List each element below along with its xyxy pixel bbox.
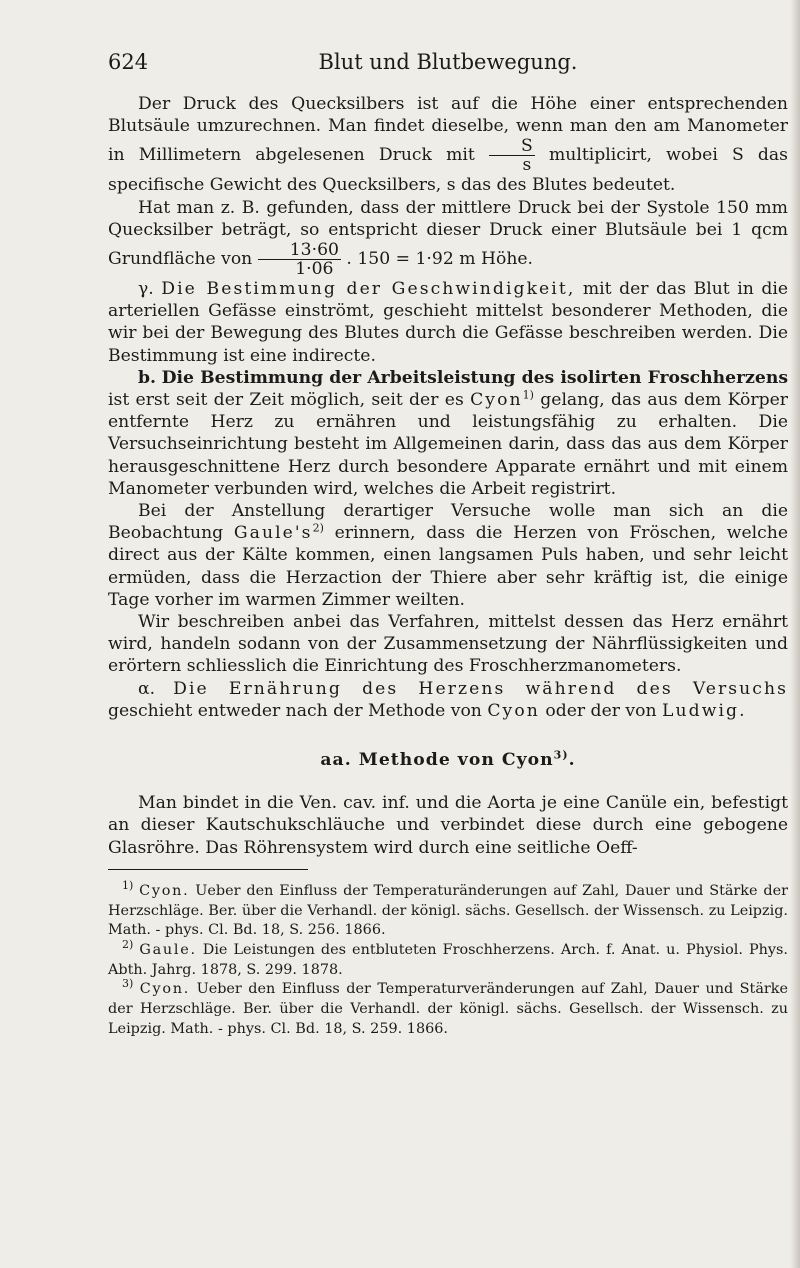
- paragraph-text: . 150 = 1·92 m Höhe.: [346, 249, 534, 270]
- paragraph-text: Wir beschreiben anbei das Verfahren, mittelst dessen das Herz ernährt wird, handeln sodann von der Zusammensetzung der Nährflüssigkeiten und erörtern schliesslich die Einrichtung des Froschherzmanometers.: [108, 612, 788, 677]
- paragraph-nutrition: [108, 678, 788, 722]
- footnote-text: Die Leistungen des entbluteten Froschherzens. Arch. f. Anat. u. Physiol. Phys. Abth. Jahrg. 1878, S. 299. 1878.: [108, 942, 789, 978]
- spaced-lead: Die Ernährung des Herzens während des Versuchs: [173, 678, 788, 699]
- section-heading: [108, 749, 788, 771]
- paragraph-text: geschieht entweder nach der Methode von: [108, 700, 482, 721]
- author-name: Cyon: [487, 700, 540, 721]
- fraction-numerator: 13·60: [258, 241, 341, 260]
- paragraph-text: Man bindet in die Ven. cav. inf. und die Aorta je eine Canüle ein, befestigt an dieser Kautschukschläuche und verbindet diese durch eine gebogene Glasröhre. Das Röhrensystem wird durch eine seitliche Oeff-: [108, 793, 788, 858]
- paragraph-procedure: [108, 611, 788, 678]
- section-marker: b.: [138, 367, 157, 388]
- page-header: [108, 50, 788, 80]
- fraction-denominator: 1·06: [295, 259, 334, 280]
- paragraph-text: multiplicirt, wobei S das specifische Gewicht des Quecksilbers, s das des Blutes bedeutet.: [108, 145, 789, 196]
- section-marker: α.: [138, 678, 156, 699]
- footnote-2: [108, 938, 789, 980]
- footnote-ref[interactable]: 3): [553, 748, 569, 762]
- footnote-author: Cyon.: [139, 882, 190, 899]
- footnote-3: [108, 977, 789, 1039]
- paragraph-text: Hat man z. B. gefunden, dass der mittlere Druck bei der Systole 150 mm Quecksilber beträgt, so entspricht dieser Druck einer Blutsäule bei 1 qcm Grundfläche von: [108, 197, 788, 270]
- fraction-density-ratio: [258, 241, 341, 278]
- main-text: [108, 93, 788, 1040]
- footnote-author: Gaule.: [139, 942, 197, 958]
- footnote-mark: 1): [122, 879, 134, 893]
- footnote-divider: [108, 869, 308, 870]
- footnote-author: Cyon.: [139, 981, 191, 998]
- paragraph-frog-heart: [108, 367, 788, 500]
- author-name: Cyon: [470, 390, 523, 411]
- author-name: Gaule's: [233, 523, 313, 544]
- page-number: 624: [108, 50, 149, 74]
- author-name: Ludwig.: [662, 700, 747, 721]
- fraction-denominator: s: [522, 155, 532, 176]
- paragraph-cannula: [108, 792, 788, 859]
- footnote-ref[interactable]: 1): [522, 388, 534, 402]
- footnote-ref[interactable]: 2): [312, 521, 324, 535]
- footnote-text: Ueber den Einfluss der Temperaturveränderungen auf Zahl, Dauer und Stärke der Herzschläge. Ber. über die Verhandl. der königl. sächs. Gesellsch. der Wissensch. zu Leipzig. Math. - phys. Cl. Bd. 18, S. 259. 1866.: [108, 981, 789, 1037]
- paragraph-text: Der Druck des Quecksilbers ist auf die Höhe einer entsprechenden Blutsäule umzurechnen. Man findet dieselbe, wenn man den am Manometer in Millimetern abgelesenen Druck mit: [108, 94, 788, 166]
- paragraph-text: Bei der Anstellung derartiger Versuche wolle man sich an die Beobachtung: [108, 501, 788, 544]
- footnote-1: [108, 879, 788, 941]
- running-title: Blut und Blutbewegung.: [318, 50, 578, 74]
- paragraph-example: [108, 197, 788, 278]
- footnote-text: Ueber den Einfluss der Temperaturänderungen auf Zahl, Dauer und Stärke der Herzschläge. Ber. über die Verhandl. der königl. sächs. Gesellsch. der Wissensch. zu Leipzig. Math. - phys. Cl. Bd. 18, S. 256. 1866.: [108, 882, 788, 939]
- paragraph-velocity: [108, 278, 788, 367]
- paragraph-text: erinnern, dass die Herzen von Fröschen, welche direct aus der Kälte kommen, einen langsamen Puls haben, und sehr leicht ermüden, dass die Herzaction der Thiere aber sehr kräftig ist, die einige Tage vorher im warmen Zimmer weilten.: [108, 523, 789, 610]
- paragraph-text: oder der von: [545, 700, 657, 721]
- paragraph-text: ist erst seit der Zeit möglich, seit der es: [108, 390, 464, 411]
- fraction-S-over-s: [489, 137, 535, 174]
- heading-punct: .: [568, 750, 576, 771]
- section-marker: γ.: [138, 279, 154, 300]
- paragraph-text: mit der das Blut in die arteriellen Gefässe einströmt, geschieht mittelst besonderer Methoden, die wir bei der Bewegung des Blutes durch die Gefässe beschreiben werden. Die Bestimmung ist eine indirecte.: [108, 279, 788, 366]
- footnote-mark: 2): [122, 938, 134, 952]
- scan-edge-shadow: [790, 0, 800, 1268]
- paragraph-conversion: [108, 93, 788, 197]
- spaced-lead: Die Bestimmung der Geschwindigkeit,: [161, 279, 576, 300]
- fraction-numerator: S: [489, 137, 535, 156]
- bold-lead: Die Bestimmung der Arbeitsleistung des isolirten Froschherzens: [161, 367, 789, 388]
- paragraph-gaule: [108, 500, 788, 611]
- heading-text: aa. Methode von Cyon: [320, 750, 554, 771]
- footnote-mark: 3): [122, 977, 134, 991]
- paragraph-text: gelang, das aus dem Körper entfernte Herz zu ernähren und leistungsfähig zu erhalten. Die Versuchseinrichtung besteht im Allgemeinen darin, dass das aus dem Körper herausgeschnittene Herz durch besondere Apparate ernährt und mit einem Manometer verbunden wird, welches die Arbeit registrirt.: [108, 390, 788, 499]
